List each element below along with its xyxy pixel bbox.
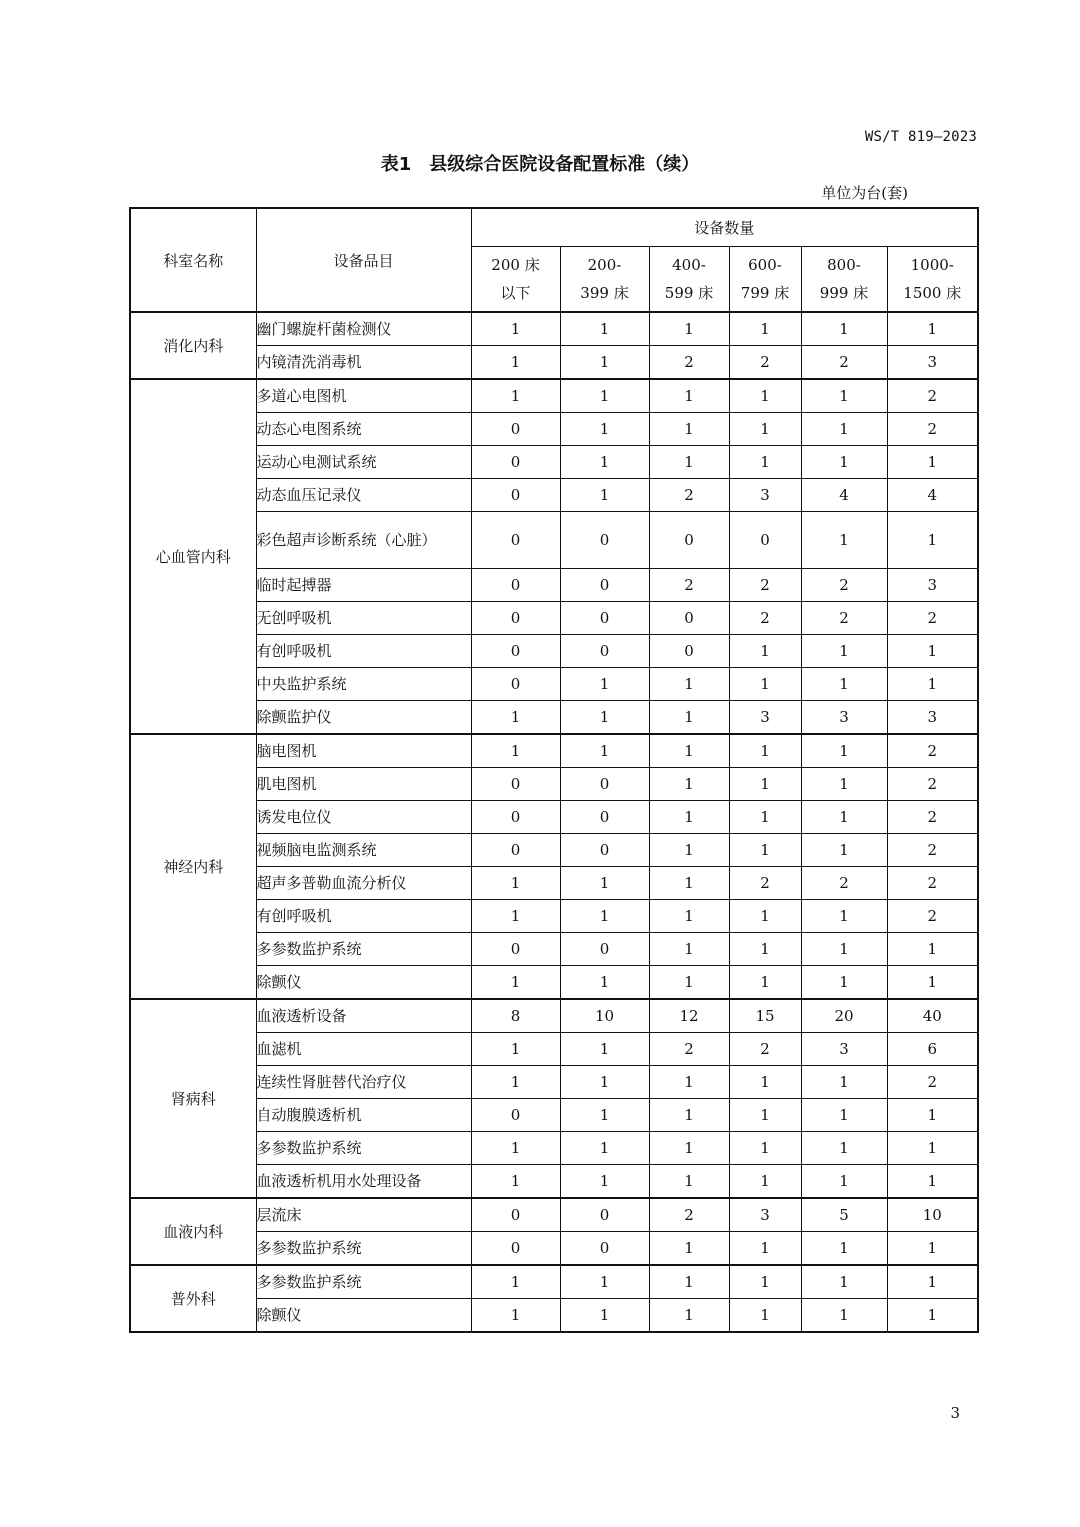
quantity-cell: 1 [560,734,649,768]
quantity-cell: 1 [887,933,978,966]
quantity-cell: 1 [649,768,729,801]
equipment-name: 多参数监护系统 [256,1265,471,1299]
table-row [130,701,978,735]
quantity-cell: 0 [471,1232,560,1266]
equipment-name: 动态血压记录仪 [256,479,471,512]
quantity-cell: 2 [729,569,801,602]
quantity-cell: 3 [801,1033,887,1066]
quantity-cell: 1 [649,701,729,735]
quantity-cell: 0 [560,768,649,801]
equipment-name: 无创呼吸机 [256,602,471,635]
header-equipment-quantity: 设备数量 [471,208,978,247]
department-name: 血液内科 [130,1198,256,1265]
equipment-name: 视频脑电监测系统 [256,834,471,867]
quantity-cell: 0 [560,834,649,867]
quantity-cell: 1 [471,1033,560,1066]
quantity-cell: 1 [649,1165,729,1199]
table-row [130,768,978,801]
department-name: 心血管内科 [130,379,256,734]
quantity-cell: 1 [560,1033,649,1066]
quantity-cell: 0 [471,668,560,701]
quantity-cell: 1 [729,1165,801,1199]
equipment-name: 动态心电图系统 [256,413,471,446]
table-row [130,801,978,834]
quantity-cell: 1 [801,512,887,569]
equipment-name: 肌电图机 [256,768,471,801]
header-bed-scale-line: 999 床 [819,284,869,302]
header-bed-scale [560,247,649,313]
quantity-cell: 3 [887,701,978,735]
quantity-cell: 1 [649,867,729,900]
quantity-cell: 1 [801,900,887,933]
equipment-name: 除颤仪 [256,966,471,1000]
quantity-cell: 1 [729,413,801,446]
quantity-cell: 1 [887,512,978,569]
quantity-cell: 2 [801,867,887,900]
quantity-cell: 1 [560,867,649,900]
quantity-cell: 1 [471,734,560,768]
quantity-cell: 1 [649,900,729,933]
quantity-cell: 0 [471,602,560,635]
quantity-cell: 6 [887,1033,978,1066]
quantity-cell: 5 [801,1198,887,1232]
table-row [130,900,978,933]
quantity-cell: 1 [887,966,978,1000]
quantity-cell: 1 [649,1299,729,1333]
quantity-cell: 3 [887,569,978,602]
quantity-cell: 20 [801,999,887,1033]
table-row [130,446,978,479]
quantity-cell: 1 [649,734,729,768]
equipment-name: 除颤监护仪 [256,701,471,735]
quantity-cell: 1 [887,1165,978,1199]
quantity-cell: 0 [649,512,729,569]
table-row [130,512,978,569]
equipment-name: 有创呼吸机 [256,635,471,668]
quantity-cell: 3 [801,701,887,735]
quantity-cell: 0 [471,1198,560,1232]
table-row [130,479,978,512]
quantity-cell: 1 [649,1099,729,1132]
quantity-cell: 1 [801,413,887,446]
quantity-cell: 15 [729,999,801,1033]
quantity-cell: 40 [887,999,978,1033]
quantity-cell: 0 [560,635,649,668]
quantity-cell: 12 [649,999,729,1033]
equipment-name: 多参数监护系统 [256,933,471,966]
quantity-cell: 1 [560,1132,649,1165]
quantity-cell: 2 [729,1033,801,1066]
quantity-cell: 1 [471,1299,560,1333]
quantity-cell: 0 [560,1232,649,1266]
quantity-cell: 1 [471,1132,560,1165]
equipment-table [129,207,979,1333]
equipment-name: 血液透析设备 [256,999,471,1033]
quantity-cell: 1 [729,1132,801,1165]
quantity-cell: 1 [801,801,887,834]
quantity-cell: 0 [471,569,560,602]
quantity-cell: 1 [649,413,729,446]
quantity-cell: 1 [729,635,801,668]
quantity-cell: 1 [649,312,729,346]
quantity-cell: 4 [887,479,978,512]
department-name: 神经内科 [130,734,256,999]
quantity-cell: 1 [801,1132,887,1165]
quantity-cell: 1 [729,768,801,801]
quantity-cell: 1 [887,1132,978,1165]
quantity-cell: 1 [801,1099,887,1132]
quantity-cell: 1 [729,379,801,413]
quantity-cell: 1 [649,379,729,413]
quantity-cell: 2 [887,801,978,834]
quantity-cell: 1 [560,413,649,446]
quantity-cell: 2 [649,346,729,380]
header-equipment-item: 设备品目 [256,208,471,312]
equipment-name: 超声多普勒血流分析仪 [256,867,471,900]
quantity-cell: 1 [887,446,978,479]
header-bed-scale-line: 200- [587,256,622,274]
quantity-cell: 0 [560,801,649,834]
quantity-cell: 1 [560,312,649,346]
table-row [130,635,978,668]
standard-code: WS/T 819—2023 [864,129,977,145]
header-bed-scale [471,247,560,313]
equipment-name: 有创呼吸机 [256,900,471,933]
quantity-cell: 1 [801,1165,887,1199]
quantity-cell: 2 [729,867,801,900]
unit-note: 单位为台(套) [821,184,908,202]
quantity-cell: 0 [471,801,560,834]
table-row [130,1132,978,1165]
table-title: 表1 县级综合医院设备配置标准（续） [380,154,700,175]
quantity-cell: 1 [801,379,887,413]
table-row [130,312,978,346]
quantity-cell: 1 [801,635,887,668]
quantity-cell: 2 [801,569,887,602]
quantity-cell: 1 [471,1265,560,1299]
quantity-cell: 0 [471,635,560,668]
quantity-cell: 1 [649,966,729,1000]
quantity-cell: 0 [471,1099,560,1132]
quantity-cell: 1 [560,900,649,933]
quantity-cell: 1 [560,346,649,380]
quantity-cell: 1 [729,446,801,479]
equipment-name: 脑电图机 [256,734,471,768]
table-row [130,1198,978,1232]
quantity-cell: 2 [887,602,978,635]
quantity-cell: 1 [471,701,560,735]
header-bed-scale [729,247,801,313]
table-row [130,933,978,966]
quantity-cell: 0 [560,512,649,569]
quantity-cell: 0 [649,602,729,635]
quantity-cell: 2 [887,834,978,867]
quantity-cell: 1 [887,635,978,668]
quantity-cell: 1 [560,701,649,735]
header-bed-scale [801,247,887,313]
equipment-name: 除颤仪 [256,1299,471,1333]
table-row [130,379,978,413]
equipment-name: 自动腹膜透析机 [256,1099,471,1132]
equipment-name: 中央监护系统 [256,668,471,701]
table-row [130,966,978,1000]
quantity-cell: 1 [729,966,801,1000]
equipment-name: 内镜清洗消毒机 [256,346,471,380]
table-row [130,834,978,867]
quantity-cell: 1 [649,446,729,479]
quantity-cell: 1 [801,834,887,867]
table-row [130,602,978,635]
table-row [130,1066,978,1099]
quantity-cell: 0 [471,834,560,867]
quantity-cell: 1 [801,446,887,479]
quantity-cell: 2 [887,768,978,801]
quantity-cell: 1 [801,668,887,701]
quantity-cell: 1 [729,1265,801,1299]
quantity-cell: 1 [801,1066,887,1099]
quantity-cell: 0 [649,635,729,668]
table-row [130,1099,978,1132]
quantity-cell: 1 [560,1299,649,1333]
equipment-name: 临时起搏器 [256,569,471,602]
table-row [130,346,978,380]
quantity-cell: 0 [471,446,560,479]
equipment-name: 连续性肾脏替代治疗仪 [256,1066,471,1099]
quantity-cell: 1 [801,1265,887,1299]
department-name: 消化内科 [130,312,256,379]
table-row [130,734,978,768]
quantity-cell: 1 [649,1265,729,1299]
quantity-cell: 2 [649,1033,729,1066]
quantity-cell: 1 [729,1066,801,1099]
quantity-cell: 1 [887,1299,978,1333]
table-row [130,1299,978,1333]
table-row [130,1165,978,1199]
quantity-cell: 1 [471,1066,560,1099]
quantity-cell: 2 [801,602,887,635]
quantity-cell: 1 [729,900,801,933]
quantity-cell: 0 [560,933,649,966]
table-row [130,867,978,900]
quantity-cell: 1 [471,966,560,1000]
quantity-cell: 1 [729,1299,801,1333]
header-bed-scale-line: 799 床 [740,284,790,302]
quantity-cell: 1 [560,479,649,512]
header-bed-scale-line: 1500 床 [903,284,962,302]
quantity-cell: 1 [560,379,649,413]
quantity-cell: 4 [801,479,887,512]
header-bed-scale-line: 599 床 [664,284,714,302]
quantity-cell: 1 [729,312,801,346]
department-name: 普外科 [130,1265,256,1332]
header-bed-scale-line: 399 床 [580,284,629,302]
quantity-cell: 0 [560,1198,649,1232]
header-bed-scale-line: 1000- [910,256,954,274]
header-bed-scale-line: 200 床 [491,256,540,274]
quantity-cell: 1 [560,1265,649,1299]
equipment-name: 多参数监护系统 [256,1232,471,1266]
quantity-cell: 0 [729,512,801,569]
quantity-cell: 2 [887,413,978,446]
quantity-cell: 0 [471,413,560,446]
quantity-cell: 10 [887,1198,978,1232]
quantity-cell: 2 [887,1066,978,1099]
table-row [130,1232,978,1266]
equipment-name: 运动心电测试系统 [256,446,471,479]
quantity-cell: 1 [887,668,978,701]
quantity-cell: 0 [560,569,649,602]
quantity-cell: 2 [729,602,801,635]
equipment-name: 多参数监护系统 [256,1132,471,1165]
quantity-cell: 1 [729,933,801,966]
header-bed-scale [649,247,729,313]
quantity-cell: 10 [560,999,649,1033]
quantity-cell: 1 [471,346,560,380]
quantity-cell: 1 [560,1165,649,1199]
quantity-cell: 1 [471,867,560,900]
quantity-cell: 3 [887,346,978,380]
quantity-cell: 1 [649,801,729,834]
quantity-cell: 0 [471,933,560,966]
quantity-cell: 1 [649,834,729,867]
equipment-name: 层流床 [256,1198,471,1232]
equipment-name: 彩色超声诊断系统（心脏） [256,512,471,569]
equipment-name: 幽门螺旋杆菌检测仪 [256,312,471,346]
quantity-cell: 1 [649,668,729,701]
quantity-cell: 2 [887,379,978,413]
quantity-cell: 1 [729,1099,801,1132]
quantity-cell: 3 [729,1198,801,1232]
quantity-cell: 1 [471,900,560,933]
quantity-cell: 3 [729,701,801,735]
quantity-cell: 0 [471,768,560,801]
quantity-cell: 2 [801,346,887,380]
quantity-cell: 2 [887,867,978,900]
quantity-cell: 2 [649,479,729,512]
quantity-cell: 2 [887,900,978,933]
table-row [130,1265,978,1299]
quantity-cell: 1 [801,734,887,768]
table-row [130,413,978,446]
quantity-cell: 1 [801,933,887,966]
header-dept-name: 科室名称 [130,208,256,312]
quantity-cell: 1 [560,1099,649,1132]
equipment-name: 诱发电位仪 [256,801,471,834]
quantity-cell: 1 [560,668,649,701]
table-row [130,569,978,602]
quantity-cell: 1 [560,966,649,1000]
quantity-cell: 1 [649,1066,729,1099]
quantity-cell: 1 [801,1299,887,1333]
quantity-cell: 1 [801,1232,887,1266]
quantity-cell: 1 [887,1265,978,1299]
quantity-cell: 2 [729,346,801,380]
quantity-cell: 1 [560,1066,649,1099]
quantity-cell: 1 [801,312,887,346]
quantity-cell: 1 [729,734,801,768]
header-bed-scale-line: 800- [827,256,861,274]
header-bed-scale [887,247,978,313]
quantity-cell: 2 [649,569,729,602]
quantity-cell: 1 [887,1099,978,1132]
header-bed-scale-line: 以下 [500,284,531,302]
quantity-cell: 1 [471,379,560,413]
quantity-cell: 0 [471,479,560,512]
equipment-name: 多道心电图机 [256,379,471,413]
equipment-name: 血滤机 [256,1033,471,1066]
quantity-cell: 1 [560,446,649,479]
quantity-cell: 1 [471,1165,560,1199]
quantity-cell: 1 [729,668,801,701]
quantity-cell: 1 [887,312,978,346]
table-row [130,1033,978,1066]
quantity-cell: 1 [649,933,729,966]
quantity-cell: 0 [471,512,560,569]
quantity-cell: 3 [729,479,801,512]
quantity-cell: 1 [729,801,801,834]
table-body [130,312,978,1332]
equipment-name: 血液透析机用水处理设备 [256,1165,471,1199]
quantity-cell: 1 [801,768,887,801]
quantity-cell: 1 [471,312,560,346]
quantity-cell: 1 [801,966,887,1000]
quantity-cell: 1 [729,1232,801,1266]
quantity-cell: 1 [649,1232,729,1266]
quantity-cell: 2 [887,734,978,768]
header-bed-scale-line: 600- [748,256,782,274]
table-row [130,668,978,701]
page-number: 3 [950,1404,960,1422]
quantity-cell: 8 [471,999,560,1033]
header-bed-scale-line: 400- [672,256,706,274]
quantity-cell: 1 [649,1132,729,1165]
quantity-cell: 0 [560,602,649,635]
quantity-cell: 2 [649,1198,729,1232]
department-name: 肾病科 [130,999,256,1198]
quantity-cell: 1 [729,834,801,867]
quantity-cell: 1 [887,1232,978,1266]
table-row [130,999,978,1033]
